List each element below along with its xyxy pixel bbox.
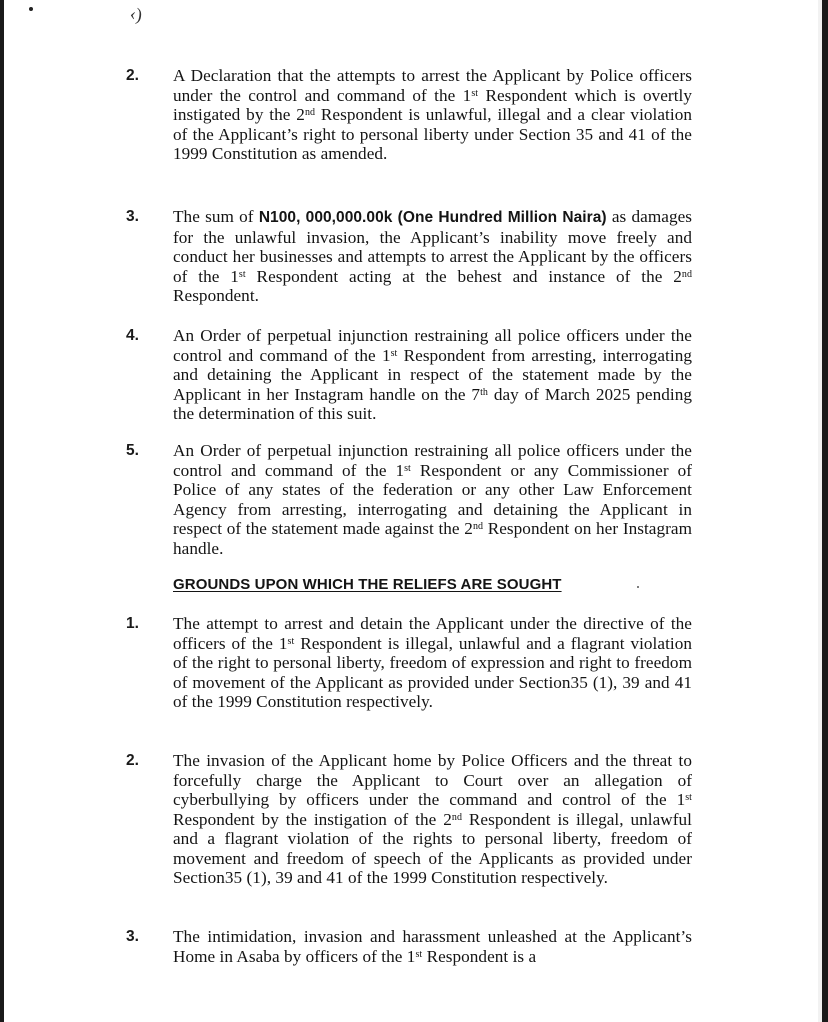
bold-amount: N100, 000,000.00k (One Hundred Million Naira) — [258, 209, 607, 226]
item-text: The intimidation, invasion and harassment unleashed at the Applicant’s Home in Asaba by officers of the 1st Respondent is a — [173, 927, 692, 966]
left-frame-border — [0, 0, 4, 1022]
ordinal-suffix: st — [685, 792, 692, 803]
ground-item — [126, 614, 692, 712]
item-text: The invasion of the Applicant home by Police Officers and the threat to forcefully charge the Applicant to Court over an allegation of cyberbullying by officers under the command and control of the 1st Respondent by the instigation of the 2nd Respondent is illegal, unlawful and a flagrant violation of the rights to personal liberty, freedom of movement and freedom of speech of the Applicants as provided under Section35 (1), 39 and 41 of the 1999 Constitution respectively. — [173, 751, 693, 887]
item-number: 4. — [126, 327, 139, 344]
handwritten-mark: ‹) — [128, 3, 144, 25]
item-text: The sum of N100, 000,000.00k (One Hundred Million Naira) as damages for the unlawful invasion, the Applicant’s inability move freely and conduct her businesses and attempts to arrest the Applicant by the officers of the 1st Respondent acting at the behest and instance of the 2nd Respondent. — [173, 207, 693, 305]
ordinal-suffix: nd — [304, 107, 316, 118]
relief-item — [126, 207, 692, 306]
ordinal-suffix: nd — [451, 811, 462, 823]
right-frame-border — [822, 0, 828, 1022]
ground-item — [126, 751, 692, 888]
item-text: The attempt to arrest and detain the Applicant under the directive of the officers of the 1st Respondent is illegal, unlawful and a flagrant violation of the right to personal liberty, freedom of expression and right to freedom of movement of the Applicant as provided under Section35 (1), 39 and 41 of the 1999 Constitution respectively. — [173, 614, 693, 711]
item-number: 3. — [126, 208, 139, 225]
ordinal-suffix: st — [390, 347, 398, 359]
ground-item — [126, 927, 692, 966]
ordinal-suffix: st — [287, 635, 295, 647]
item-text: An Order of perpetual injunction restraining all police officers under the control and command of the 1st Respondent from arresting, interrogating and detaining the Applicant in respect of the statement made by the Applicant in her Instagram handle on the 7th day of March 2025 pending the determination of this suit. — [173, 326, 692, 423]
item-number: 2. — [126, 67, 139, 84]
scan-speck — [29, 7, 33, 11]
relief-item — [126, 326, 692, 424]
ordinal-suffix: nd — [472, 521, 484, 532]
item-number: 2. — [126, 752, 139, 769]
ordinal-suffix: st — [471, 87, 479, 99]
item-number: 1. — [126, 615, 139, 632]
scan-speck — [637, 586, 639, 588]
relief-item — [126, 66, 692, 164]
relief-item — [126, 441, 692, 558]
item-number: 3. — [126, 928, 139, 945]
grounds-heading: GROUNDS UPON WHICH THE RELIEFS ARE SOUGHT — [173, 576, 562, 593]
ordinal-suffix: nd — [681, 268, 693, 280]
ordinal-suffix: st — [404, 462, 411, 474]
ordinal-suffix: th — [480, 386, 488, 398]
item-number: 5. — [126, 442, 139, 459]
ordinal-suffix: st — [415, 948, 423, 960]
ordinal-suffix: st — [238, 268, 246, 280]
item-text: An Order of perpetual injunction restraining all police officers under the control and command of the 1st Respondent or any Commissioner of Police of any states of the federation or any other Law Enforcement Agency from arresting, interrogating and detaining the Applicant in respect of the statement made against the 2nd Respondent on her Instagram handle. — [173, 441, 692, 558]
item-text: A Declaration that the attempts to arrest the Applicant by Police officers under the control and command of the 1st Respondent which is overtly instigated by the 2nd Respondent is unlawful, illegal and a clear violation of the Applicant’s right to personal liberty under Section 35 and 41 of the 1999 Constitution as amended. — [173, 66, 692, 163]
